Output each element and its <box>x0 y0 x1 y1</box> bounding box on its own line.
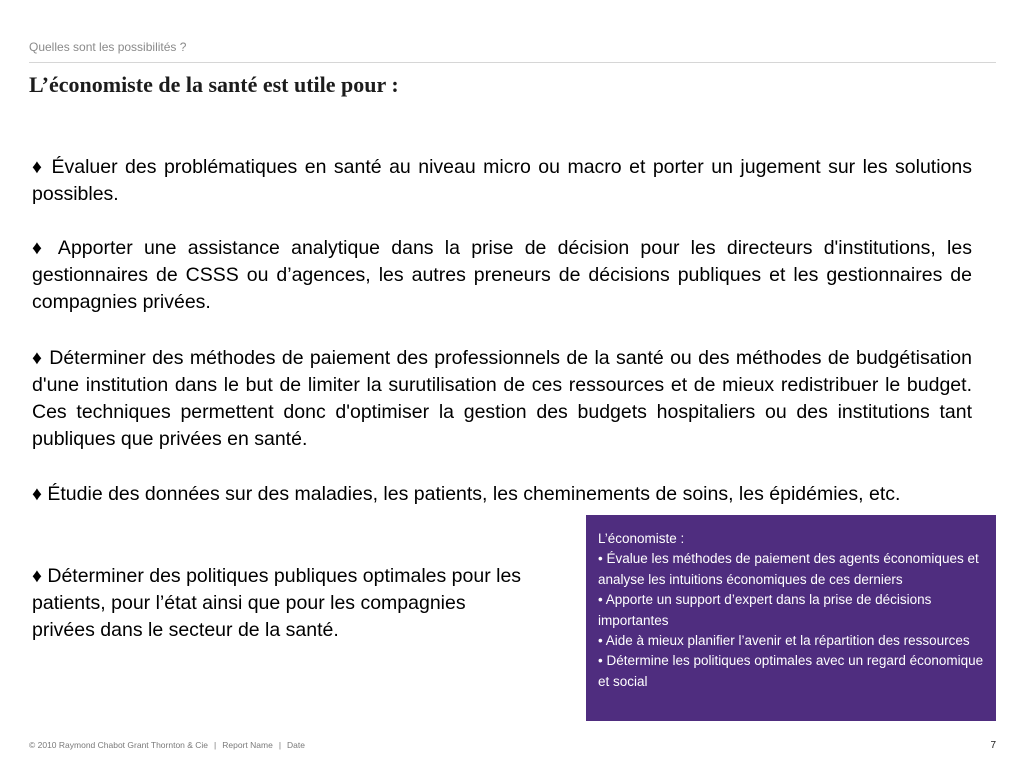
bullet-paragraph: ♦ Déterminer des politiques publiques optimales pour les patients, pour l’état ainsi que pour les compagnies privées dans le secteur de la santé. <box>32 565 522 641</box>
callout-item: • Détermine les politiques optimales avec un regard économique et social <box>598 653 984 689</box>
bullet-paragraph: ♦ Apporter une assistance analytique dans la prise de décision pour les directeurs d'institutions, les gestionnaires de CSSS ou d’agences, les autres preneurs de décisions publiques et les gestionnaires de compagnies privées. <box>32 237 972 313</box>
bullet-paragraph: ♦ Étudie des données sur des maladies, les patients, les cheminements de soins, les épidémies, etc. <box>32 483 901 505</box>
footer-separator: | <box>214 740 217 750</box>
footer-report-name: Report Name <box>222 740 273 750</box>
page-number: 7 <box>990 740 996 751</box>
footer <box>29 740 305 750</box>
footer-copyright: © 2010 Raymond Chabot Grant Thornton & Cie <box>29 740 209 750</box>
header-divider <box>29 62 996 63</box>
page-title: L’économiste de la santé est utile pour : <box>29 72 399 97</box>
callout-item: • Aide à mieux planifier l’avenir et la répartition des ressources <box>598 633 970 649</box>
callout-item: • Apporte un support d’expert dans la prise de décisions importantes <box>598 592 932 628</box>
breadcrumb: Quelles sont les possibilités ? <box>29 40 187 54</box>
callout-item: • Évalue les méthodes de paiement des agents économiques et analyse les intuitions économiques de ces derniers <box>598 551 979 587</box>
bullet-paragraph: ♦ Déterminer des méthodes de paiement des professionnels de la santé ou des méthodes de budgétisation d'une institution dans le but de limiter la surutilisation de ces ressources et de mieux redistribuer le budget. Ces techniques permettent donc d'optimiser la gestion des budgets hospitaliers ou des institutions tant publiques que privées en santé. <box>32 347 972 450</box>
summary-callout-box <box>586 515 996 721</box>
footer-separator: | <box>278 740 282 750</box>
footer-date: Date <box>287 740 306 750</box>
bullet-paragraph: ♦ Évaluer des problématiques en santé au niveau micro ou macro et porter un jugement sur les solutions possibles. <box>32 156 972 205</box>
callout-heading: L’économiste : <box>598 531 685 546</box>
